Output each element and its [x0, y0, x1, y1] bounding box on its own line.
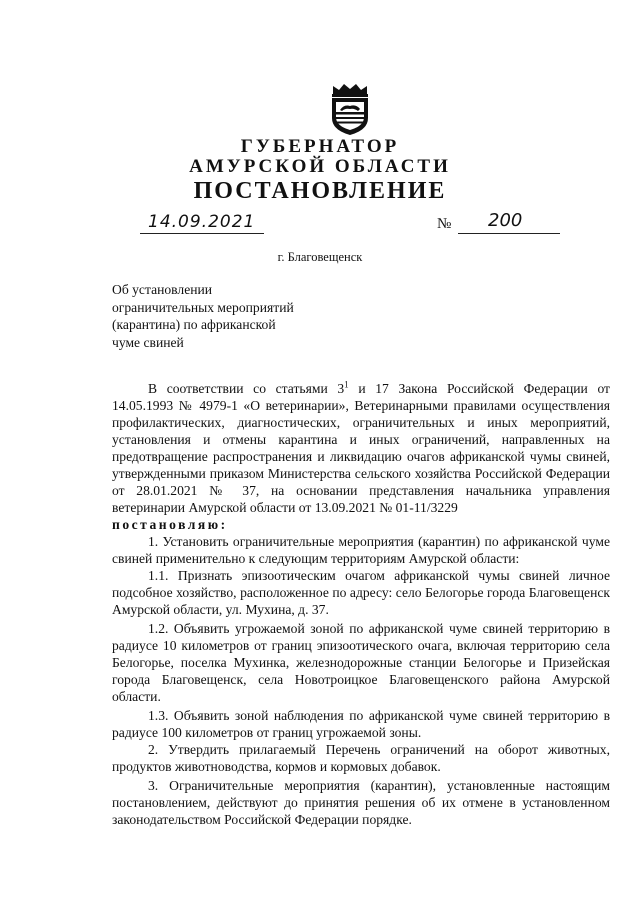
preamble-paragraph: [112, 380, 610, 516]
number-underline: [458, 233, 560, 234]
org-title-line2: АМУРСКОЙ ОБЛАСТИ: [189, 156, 451, 177]
preamble-text-b: и 17 Закона Российской Федерации от 14.05.1993 № 4979-1 «О ветеринарии», Ветеринарными правилами осуществления профилактических, диагностических, ограничительных и иных мероприятий, установления и отмены карантина и иных ограничений, направленных на предотвращение распространения и ликвидацию очагов африканской чумы свиней, утвержденными приказом Министерства сельского хозяйства Российской Федерации от 28.01.2021 № 37, на основании представления начальника управления ветеринарии Амурской области от 13.09.2021 № 01-11/3229: [112, 381, 610, 515]
document-type: ПОСТАНОВЛЕНИЕ: [193, 178, 447, 204]
subject-line: (карантина) по африканской: [112, 317, 276, 332]
subject-line: Об установлении: [112, 282, 213, 297]
amur-coat-of-arms-icon: [327, 82, 373, 136]
org-title-line1: ГУБЕРНАТОР: [240, 136, 400, 157]
subject-line: чуме свиней: [112, 334, 184, 350]
article-superscript: 1: [344, 379, 349, 390]
subject-block: [112, 281, 294, 351]
decree-word: постановляю:: [112, 517, 228, 532]
document-date: 14.09.2021: [148, 212, 256, 232]
clause-1-1: 1.1. Признать эпизоотическим очагом африканской чумы свиней личное подсобное хозяйство, расположенное по адресу: село Белогорье города Благовещенск Амурской области, ул. Мухина, д. 37.: [112, 568, 610, 617]
city-name: г. Благовещенск: [277, 250, 363, 264]
clause-3: 3. Ограничительные мероприятия (карантин), установленные настоящим постановлением, действуют до принятия решения об их отмене в установленном законодательством Российской Федерации порядке.: [112, 778, 610, 827]
number-sign: №: [437, 216, 452, 232]
document-body: [112, 380, 610, 828]
document-number: 200: [488, 210, 523, 231]
date-underline: [140, 233, 264, 234]
clause-2: 2. Утвердить прилагаемый Перечень ограничений на оборот животных, продуктов животноводства, кормов и кормовых добавок.: [112, 742, 610, 774]
subject-line: ограничительных мероприятий: [112, 299, 294, 315]
clause-1-3: 1.3. Объявить зоной наблюдения по африканской чуме свиней территорию в радиусе 100 километров от границ угрожаемой зоны.: [112, 708, 610, 740]
clause-1: 1. Установить ограничительные мероприятия (карантин) по африканской чуме свиней применительно к следующим территориям Амурской области:: [112, 534, 610, 566]
preamble-text-a: В соответствии со статьями 3: [148, 381, 345, 396]
clause-1-2: 1.2. Объявить угрожаемой зоной по африканской чуме свиней территорию в радиусе 10 километров от границ эпизоотического очага, включая территорию села Белогорье, поселка Мухинка, железнодорожные станции Белогорье и Призейская города Благовещенск, села Новотроицкое Благовещенского района Амурской области.: [112, 621, 610, 704]
